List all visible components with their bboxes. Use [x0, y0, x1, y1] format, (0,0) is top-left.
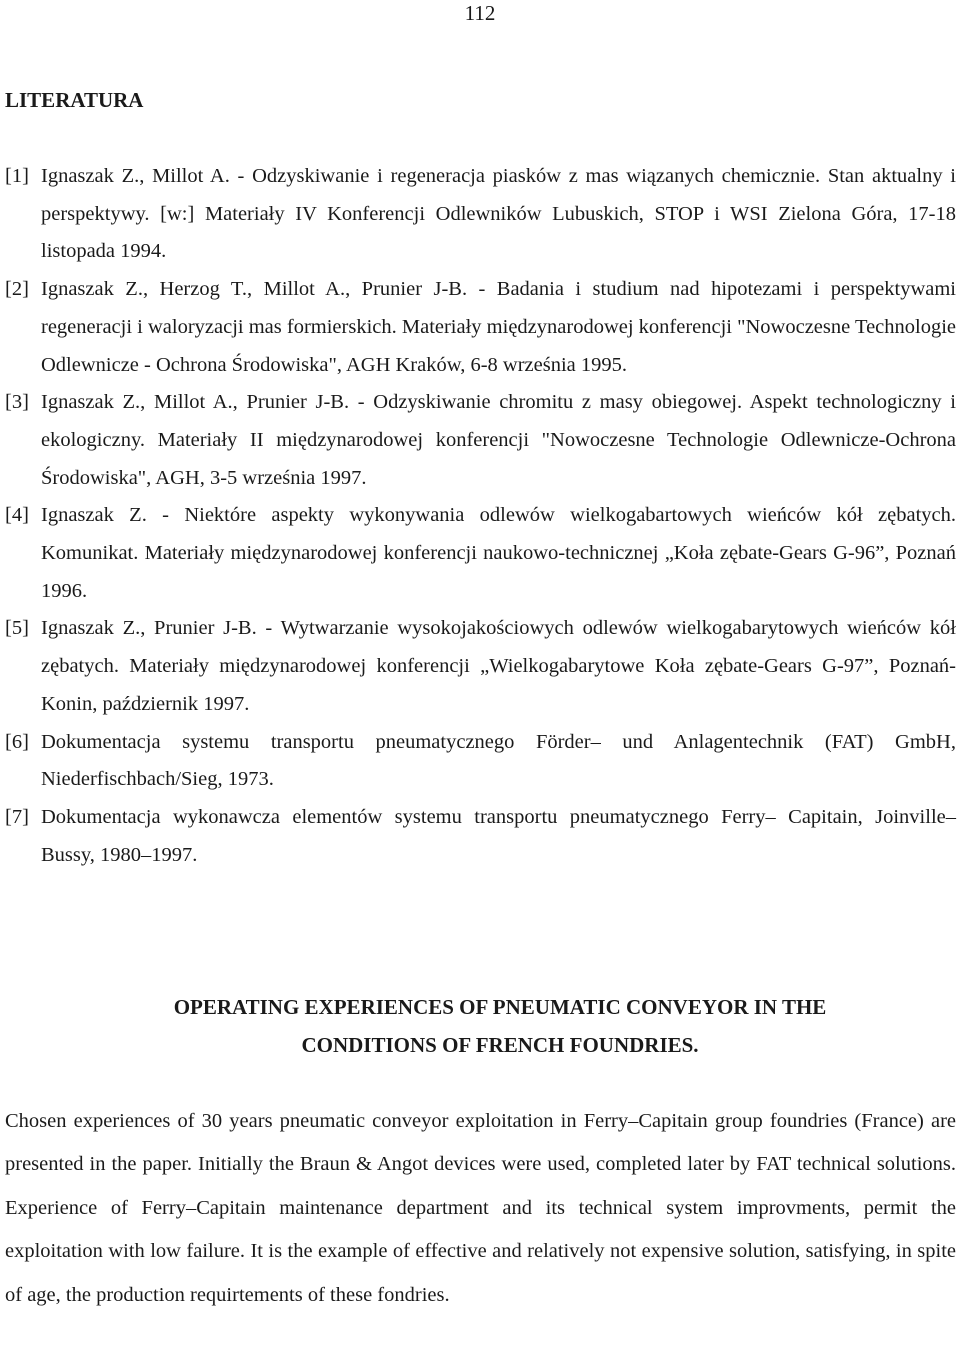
- english-title: [0, 988, 960, 1064]
- reference-text: Dokumentacja wykonawcza elementów systemu transportu pneumatycznego Ferry– Capitain, Joinville– Bussy, 1980–1997.: [41, 805, 956, 866]
- reference-item: [5, 271, 956, 384]
- reference-text: Ignaszak Z., Millot A., Prunier J-B. - Odzyskiwanie chromitu z masy obiegowej. Aspekt technologiczny i ekologiczny. Materiały II międzynarodowej konferencji "Nowoczesne Technologie Odlewnicze-Ochrona Środowiska", AGH, 3-5 września 1997.: [41, 391, 956, 489]
- page-number: 112: [464, 1, 496, 25]
- reference-item: [5, 610, 956, 723]
- reference-text: Dokumentacja systemu transportu pneumatycznego Förder– und Anlagentechnik (FAT) GmbH, Niederfischbach/Sieg, 1973.: [41, 730, 956, 791]
- english-title-line: OPERATING EXPERIENCES OF PNEUMATIC CONVEYOR IN THE: [173, 995, 827, 1019]
- english-title-line: CONDITIONS OF FRENCH FOUNDRIES.: [301, 1033, 699, 1057]
- reference-item: [5, 799, 956, 874]
- reference-number: [1]: [5, 165, 29, 187]
- reference-number: [7]: [5, 805, 29, 828]
- reference-text: Ignaszak Z., Prunier J-B. - Wytwarzanie wysokojakościowych odlewów wielkogabarytowych wieńców kół zębatych. Materiały międzynarodowej konferencji „Wielkogabarytowe Koła zębate-Gears G-97”, Poznań-Konin, październik 1997.: [41, 617, 956, 715]
- reference-list: [5, 158, 956, 874]
- reference-number: [6]: [5, 730, 29, 753]
- abstract-paragraph: Chosen experiences of 30 years pneumatic conveyor exploitation in Ferry–Capitain group foundries (France) are presented in the paper. Initially the Braun & Angot devices were used, completed later by FAT technical solutions. Experience of Ferry–Capitain maintenance department and its technical system improvments, permit the exploitation with low failure. It is the example of effective and relatively not expensive solution, satisfying, in spite of age, the production requirtements of these fondries.: [5, 1110, 956, 1306]
- reference-item: [5, 497, 956, 610]
- reference-text: Ignaszak Z. - Niektóre aspekty wykonywania odlewów wielkogabartowych wieńców kół zębatych. Komunikat. Materiały międzynarodowej konferencji naukowo-technicznej „Koła zębate-Gears G-96”, Poznań 1996.: [41, 504, 956, 602]
- section-heading: LITERATURA: [5, 88, 144, 112]
- reference-number: [5]: [5, 617, 29, 640]
- reference-text: Ignaszak Z., Herzog T., Millot A., Prunier J-B. - Badania i studium nad hipotezami i perspektywami regeneracji i waloryzacji mas formierskich. Materiały międzynarodowej konferencji "Nowoczesne Technologie Odlewnicze - Ochrona Środowiska", AGH Kraków, 6-8 września 1995.: [41, 278, 957, 376]
- reference-number: [4]: [5, 504, 29, 527]
- reference-item: [5, 384, 956, 497]
- reference-item: [5, 158, 956, 271]
- reference-item: [5, 724, 956, 799]
- reference-text: Ignaszak Z., Millot A. - Odzyskiwanie i regeneracja piasków z mas wiązanych chemicznie. Stan aktualny i perspektywy. [w:] Materiały IV Konferencji Odlewników Lubuskich, STOP i WSI Zielona Góra, 17-18 listopada 1994.: [41, 165, 956, 263]
- reference-number: [3]: [5, 391, 29, 414]
- reference-number: [2]: [5, 278, 29, 301]
